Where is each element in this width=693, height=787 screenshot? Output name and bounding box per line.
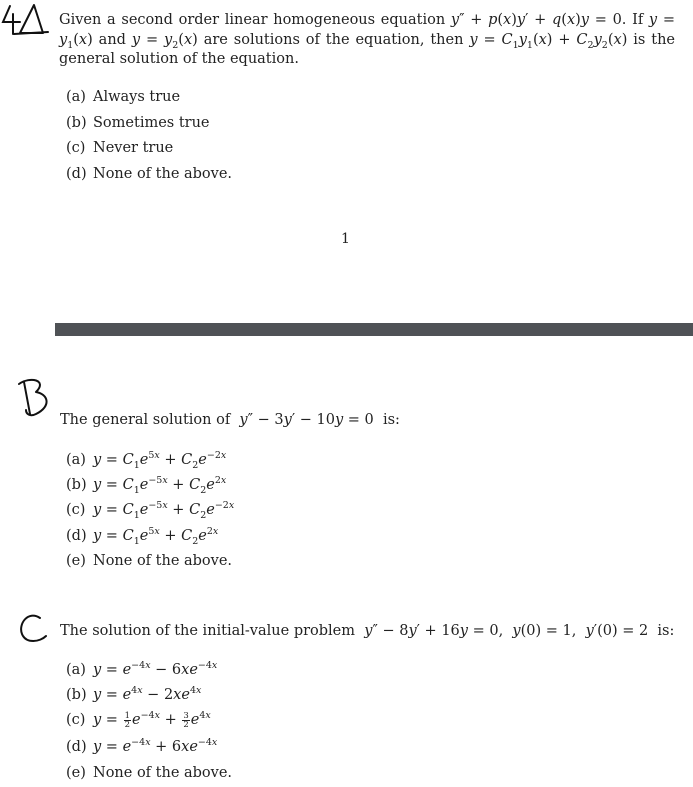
problem-a-option-a: (a) Always true [66, 89, 181, 105]
problem-c-option-b: (b) $y = e^{4x} - 2xe^{4x}$ [66, 685, 202, 703]
problem-c-option-a: (a) $y = e^{-4x} - 6xe^{-4x}$ [66, 660, 218, 678]
problem-a-option-c: (c) Never true [66, 140, 174, 156]
problem-a-option-d: (d) None of the above. [66, 166, 233, 182]
page-divider [55, 323, 693, 336]
page-number: 1 [341, 231, 350, 247]
problem-c-option-c: (c) y = $\frac{1}{2}$ $e^{-4x}$ + $\frac{3}{2}$ $e^{4x}$ [66, 710, 211, 730]
problem-b-option-b: (b) $y = C_1e^{-5x} + C_2e^{2x}$ [66, 475, 227, 496]
handwritten-label-c [16, 610, 56, 648]
problem-b-option-d: (d) $y = C_1e^{5x} + C_2e^{2x}$ [66, 526, 219, 547]
handwritten-label-b [14, 374, 54, 420]
problem-c-statement: The solution of the initial-value problem y″ − 8y′ + 16y = 0, y(0) = 1, y′(0) = 2 is: [60, 623, 675, 639]
problem-b-option-e: (e) None of the above. [66, 553, 233, 569]
problem-b-option-a: (a) $y = C_1e^{5x} + C_2e^{-2x}$ [66, 450, 227, 471]
problem-a-option-b: (b) Sometimes true [66, 115, 210, 131]
problem-a-statement: Given a second order linear homogeneous equation y″ + p(x)y′ + q(x)y = 0. If $y = y_1(x)$ and $y = y_2(x)$ are solutions of the equation, then $y = C_1y_1(x) + C_2y_2(x)$ is the general solution of the equation. [59, 12, 675, 67]
problem-c-option-d: (d) $y = e^{-4x} + 6xe^{-4x}$ [66, 737, 218, 755]
handwritten-label-4a [0, 0, 60, 40]
problem-c-option-e: (e) None of the above. [66, 765, 233, 781]
problem-b-option-c: (c) $y = C_1e^{-5x} + C_2e^{-2x}$ [66, 500, 235, 521]
problem-b-statement: The general solution of y″ − 3y′ − 10y = 0 is: [60, 412, 400, 428]
